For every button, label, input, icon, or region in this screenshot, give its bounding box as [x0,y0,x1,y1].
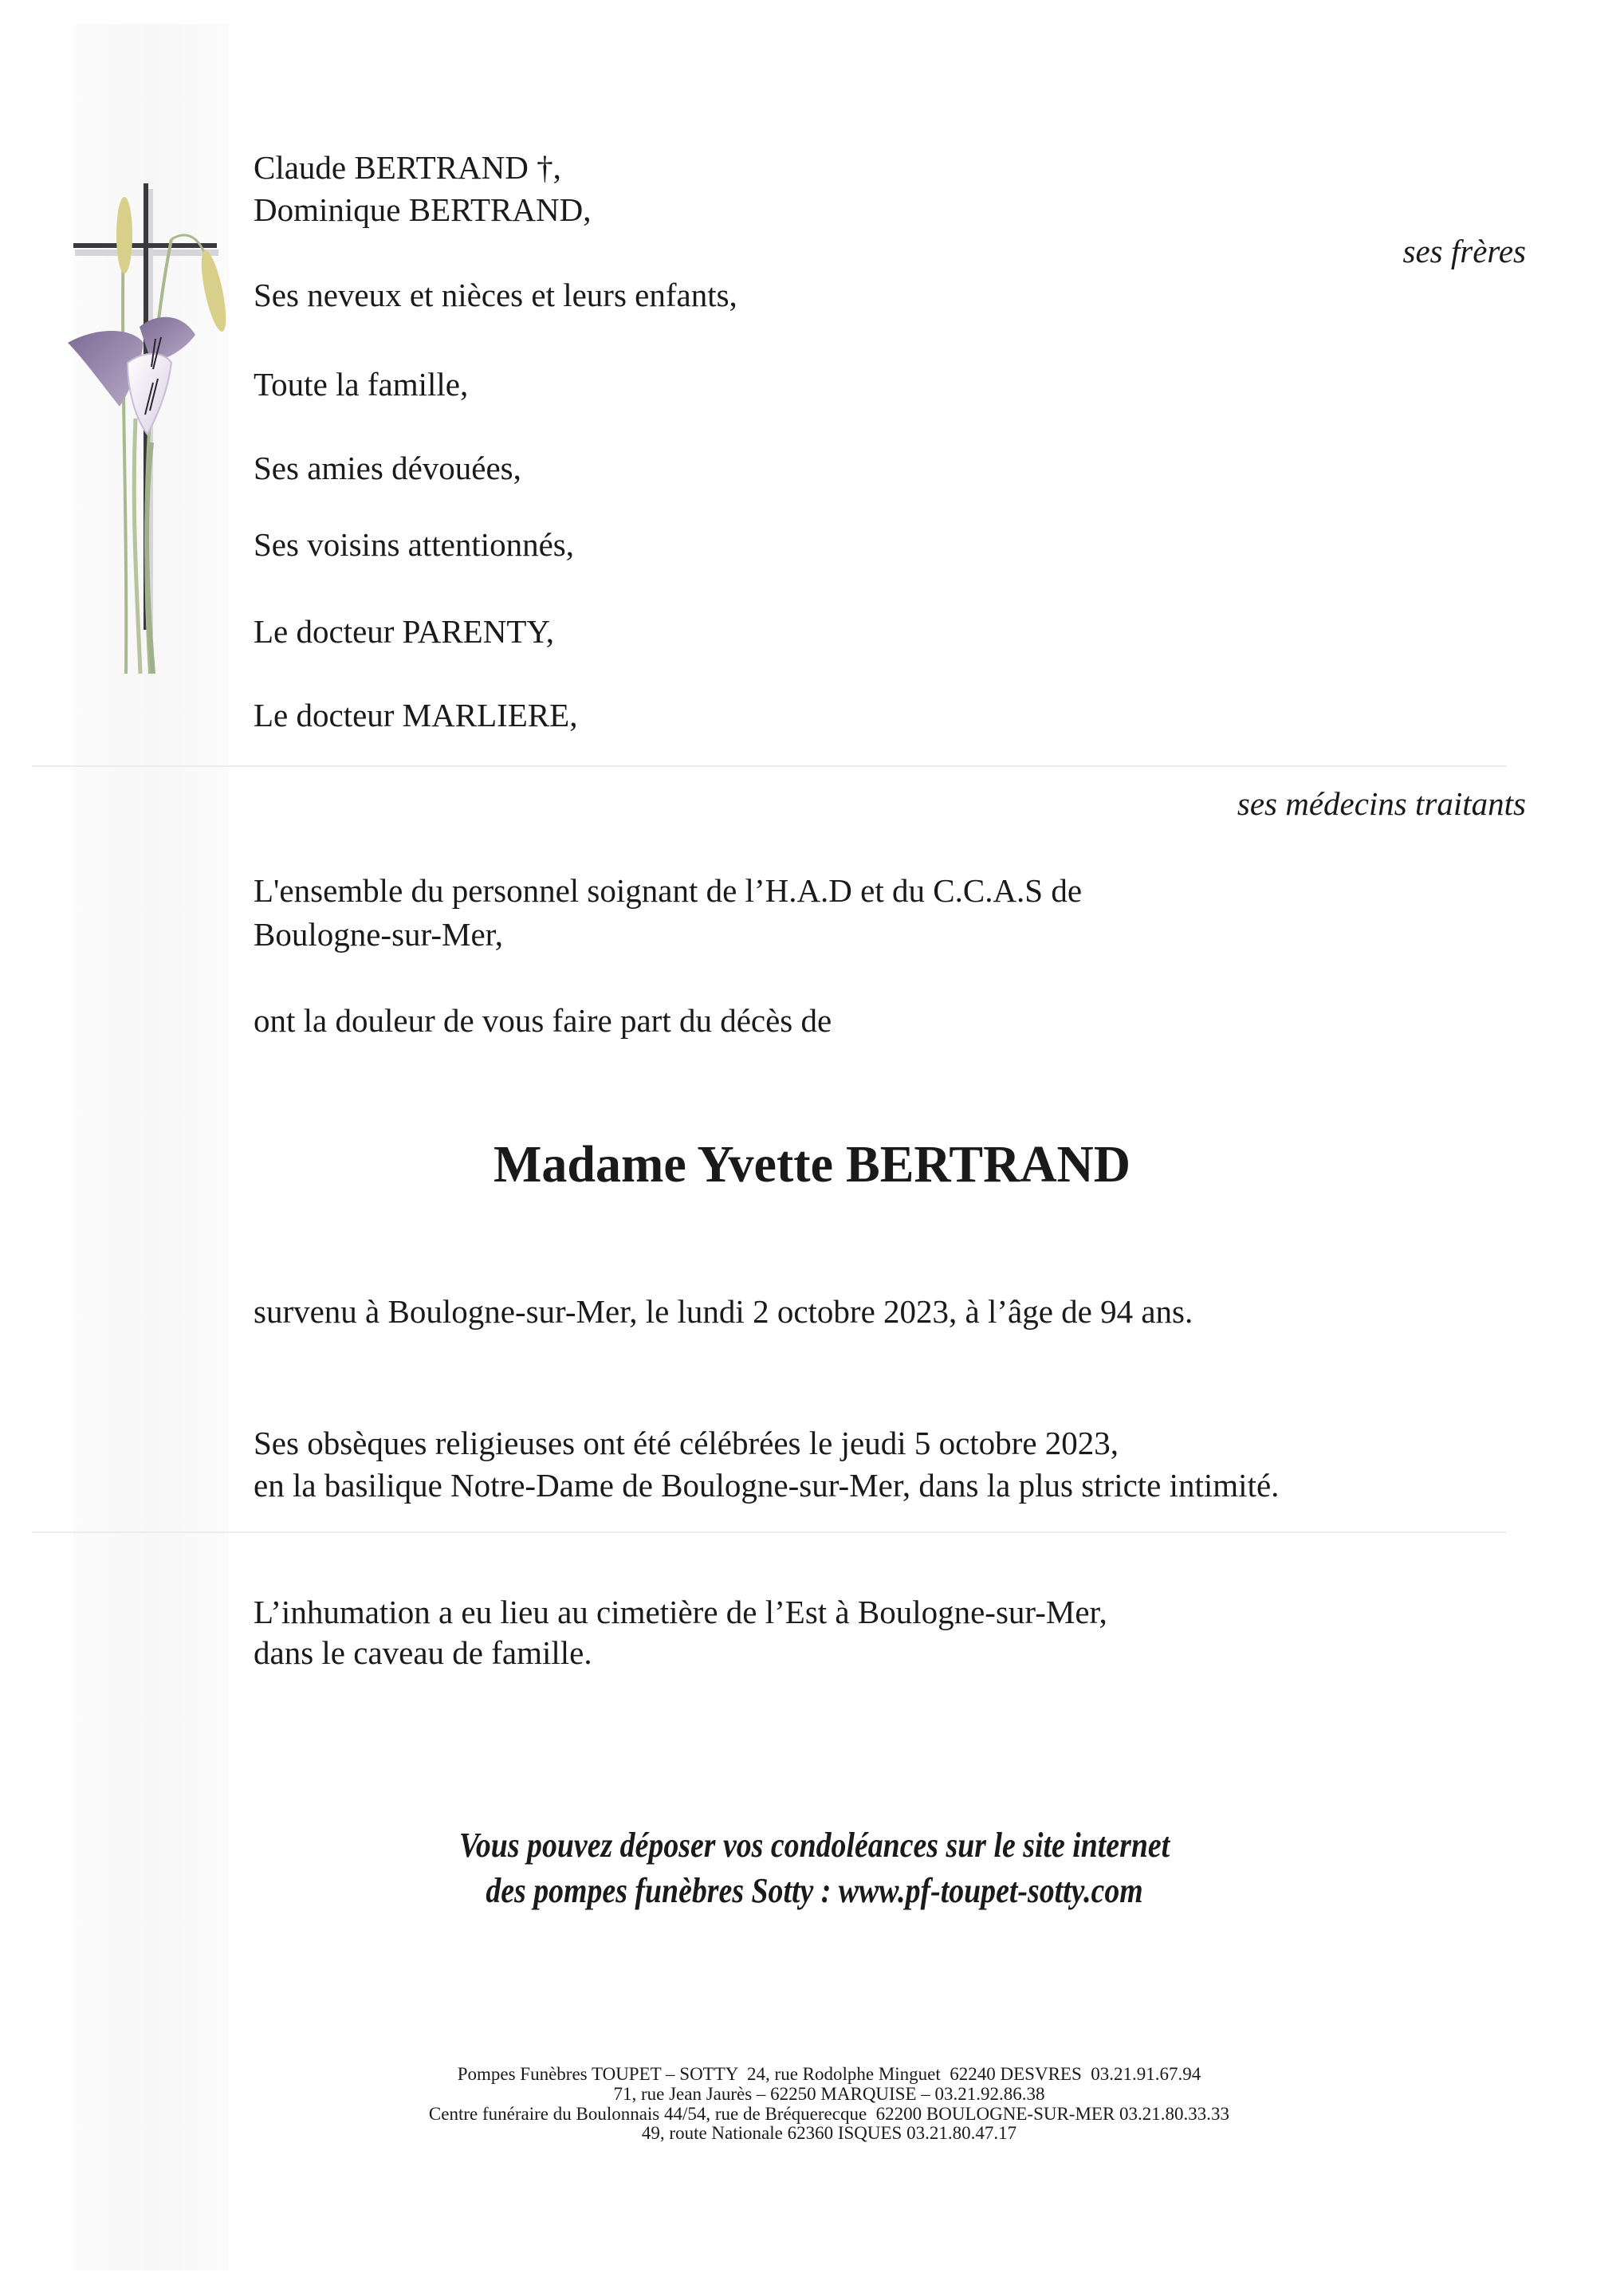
divider-line [32,765,1507,767]
condolences-line: Vous pouvez déposer vos condoléances sur le site internet [458,1826,1170,1865]
punctuation: , [552,149,561,186]
funeral-line: en la basilique Notre-Dame de Boulogne-sur-Mer, dans la plus stricte intimité. [254,1467,1280,1504]
condolences-line: des pompes funèbres Sotty : www.pf-toupet-sotty.com [486,1871,1143,1910]
mourner-line [254,191,592,228]
family-line: Toute la famille, [254,366,469,403]
family-line: Ses amies dévouées, [254,450,521,486]
divider-line [32,1531,1507,1533]
mourner-name: Dominique BERTRAND [254,191,584,228]
footer-line: Pompes Funèbres TOUPET – SOTTY 24, rue Rodolphe Minguet 62240 DESVRES 03.21.91.67.94 [457,2064,1201,2084]
footer-line: 71, rue Jean Jaurès – 62250 MARQUISE – 03.21.92.86.38 [613,2084,1045,2104]
brothers-role: ses frères [1402,233,1526,269]
wheat-ear [196,249,230,333]
footer-line: 49, route Nationale 62360 ISQUES 03.21.80.47.17 [641,2123,1017,2143]
mourner-line [254,151,561,184]
doctors-role: ses médecins traitants [1237,785,1526,822]
deceased-name-heading: Madame Yvette BERTRAND [493,1135,1131,1193]
burial-line: L’inhumation a eu lieu au cimetière de l’Est à Boulogne-sur-Mer, [254,1594,1107,1630]
mourner-name: Claude BERTRAND [254,149,529,186]
wheat-ear [116,197,132,273]
cross-horizontal [73,243,217,248]
announcement-text: ont la douleur de vous faire part du décès de [254,1002,832,1039]
punctuation: , [583,191,592,228]
staff-line: Boulogne-sur-Mer, [254,916,503,953]
deceased-cross-icon: † [537,149,553,186]
funeral-line: Ses obsèques religieuses ont été célébrées le jeudi 5 octobre 2023, [254,1425,1119,1461]
staff-line: L'ensemble du personnel soignant de l’H.A.D et du C.C.A.S de [254,872,1083,909]
family-line: Ses voisins attentionnés, [254,526,575,563]
family-line: Le docteur PARENTY, [254,613,554,650]
cross-with-calla-lilies-icon [64,179,255,690]
family-line: Ses neveux et nièces et leurs enfants, [254,277,737,313]
death-details: survenu à Boulogne-sur-Mer, le lundi 2 octobre 2023, à l’âge de 94 ans. [254,1293,1193,1330]
family-line: Le docteur MARLIERE, [254,697,578,733]
footer-line: Centre funéraire du Boulonnais 44/54, rue de Bréquerecque 62200 BOULOGNE-SUR-MER 03.21.80.33.33 [428,2104,1230,2124]
burial-line: dans le caveau de famille. [254,1634,592,1671]
